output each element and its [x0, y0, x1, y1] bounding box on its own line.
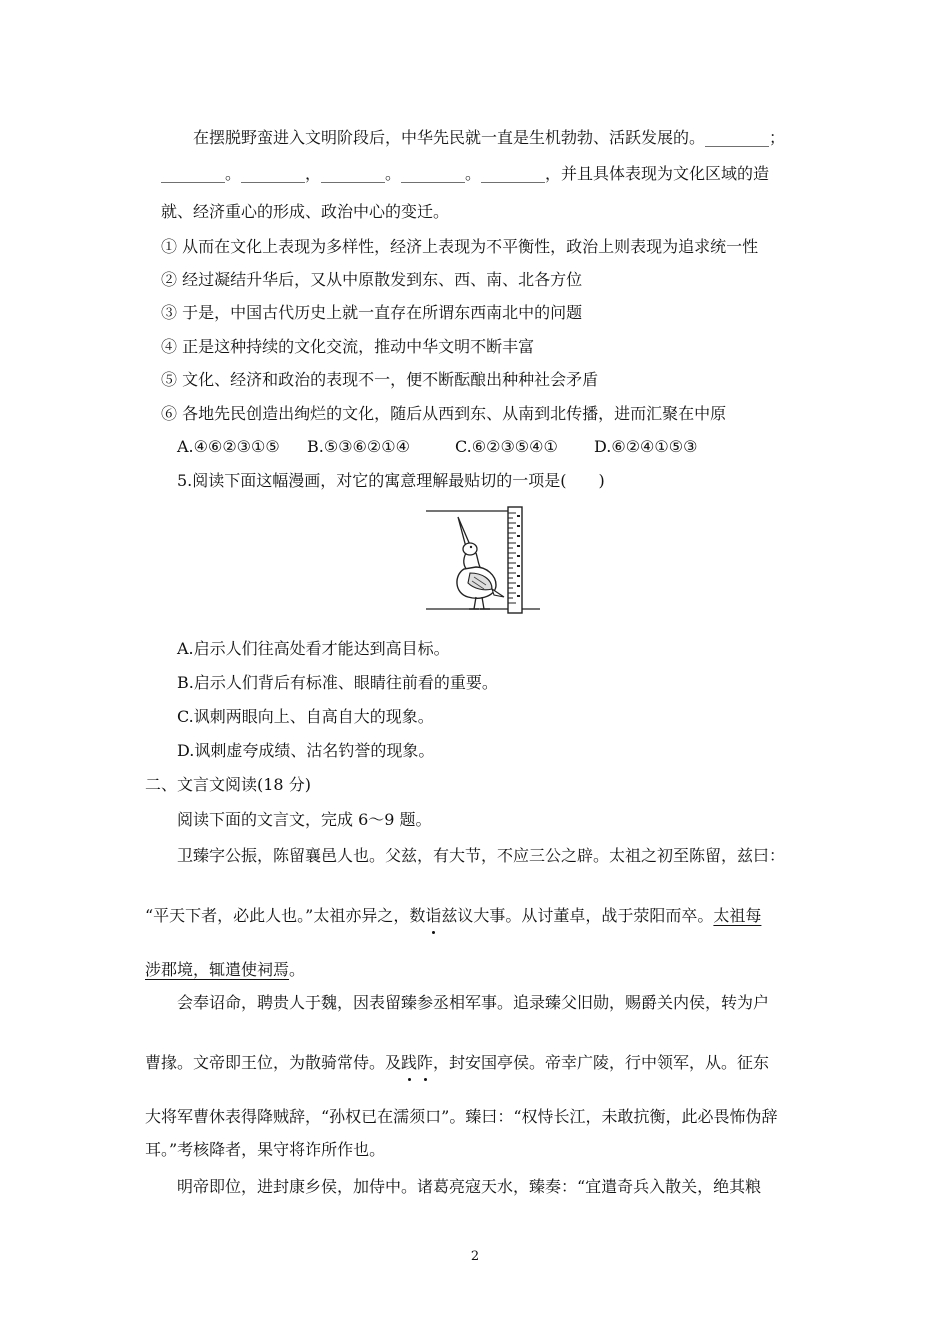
passage-p1-line-3: [145, 960, 305, 980]
sentence-item-6: ⑥ 各地先民创造出绚烂的文化，随后从西到东、从南到北传播，进而汇聚在中原: [161, 404, 727, 423]
q5-option-c: C.讽刺两眼向上、自高自大的现象。: [177, 707, 434, 726]
passage-text: “平天下者，必此人也。”太祖亦异之，数: [145, 906, 426, 925]
sentence-item-3: ③ 于是，中国古代历史上就一直存在所谓东西南北中的问题: [161, 303, 583, 322]
emphasis-char: 阼: [417, 1053, 434, 1072]
passage-text: ，封安国亭侯。帝幸广陵，行中领军，从。征东: [433, 1053, 770, 1072]
intro-line-3: 就、经济重心的形成、政治中心的变迁。: [161, 202, 450, 221]
passage-p2-line-2: [145, 1053, 769, 1073]
sentence-item-4: ④ 正是这种持续的文化交流，推动中华文明不断丰富: [161, 337, 535, 356]
q4-option-b: B.⑤③⑥②①④: [307, 437, 410, 456]
intro-line-2: ________。________，________。________。________，并且具体表现为文化区域的造: [161, 164, 770, 183]
sentence-item-2: ② 经过凝结升华后，又从中原散发到东、西、南、北各方位: [161, 270, 583, 289]
sentence-item-5: ⑤ 文化、经济和政治的表现不一，便不断酝酿出种种社会矛盾: [161, 370, 599, 389]
q4-option-d: D.⑥②④①⑤③: [594, 437, 698, 456]
passage-p1-line-2: [145, 906, 761, 926]
passage-p2-line-4: 耳。”考核降者，果守将诈所作也。: [145, 1140, 386, 1159]
underlined-sentence: 太祖每: [713, 906, 762, 925]
sentence-item-1: ① 从而在文化上表现为多样性，经济上表现为不平衡性，政治上则表现为追求统一性: [161, 237, 759, 256]
passage-p3-line-1: 明帝即位，进封康乡侯，加侍中。诸葛亮寇天水，臻奏：“宜遣奇兵入散关，绝其粮: [177, 1177, 762, 1196]
page-number: 2: [470, 1249, 480, 1264]
cartoon-bird-ruler: [424, 505, 544, 617]
passage-text: 。: [289, 960, 306, 979]
emphasis-char: 践: [401, 1053, 418, 1072]
emphasis-char: 诣: [425, 906, 442, 925]
section-heading: 二、文言文阅读(18 分): [145, 775, 311, 794]
passage-text: 曹掾。文帝即王位，为散骑常侍。及: [145, 1053, 402, 1072]
passage-p2-line-1: 会奉诏命，聘贵人于魏，因表留臻参丞相军事。追录臻父旧勋，赐爵关内侯，转为户: [177, 993, 770, 1012]
section-instruction: 阅读下面的文言文，完成 6～9 题。: [177, 810, 432, 829]
q4-option-a: A.④⑥②③①⑤: [177, 437, 280, 456]
q5-option-b: B.启示人们背后有标准、眼睛往前看的重要。: [177, 673, 498, 692]
q4-option-c: C.⑥②③⑤④①: [455, 437, 558, 456]
q5-option-a: A.启示人们往高处看才能达到高目标。: [177, 639, 450, 658]
q5-option-d: D.讽刺虚夸成绩、沽名钓誉的现象。: [177, 741, 435, 760]
passage-p1-line-1: 卫臻字公振，陈留襄邑人也。父兹，有大节，不应三公之辟。太祖之初至陈留，兹曰：: [177, 846, 786, 865]
intro-line-1: 在摆脱野蛮进入文明阶段后，中华先民就一直是生机勃勃、活跃发展的。________；: [193, 128, 786, 147]
passage-text: 兹议大事。从讨董卓，战于荥阳而卒。: [441, 906, 714, 925]
q5-stem: 5.阅读下面这幅漫画，对它的寓意理解最贴切的一项是( ): [177, 471, 605, 490]
underlined-sentence: 涉郡境，辄遣使祠焉: [145, 960, 290, 979]
passage-p2-line-3: 大将军曹休表得降贼辞，“孙权已在濡须口”。臻曰：“权恃长江，未敢抗衡，此必畏怖伪辞: [145, 1107, 778, 1126]
